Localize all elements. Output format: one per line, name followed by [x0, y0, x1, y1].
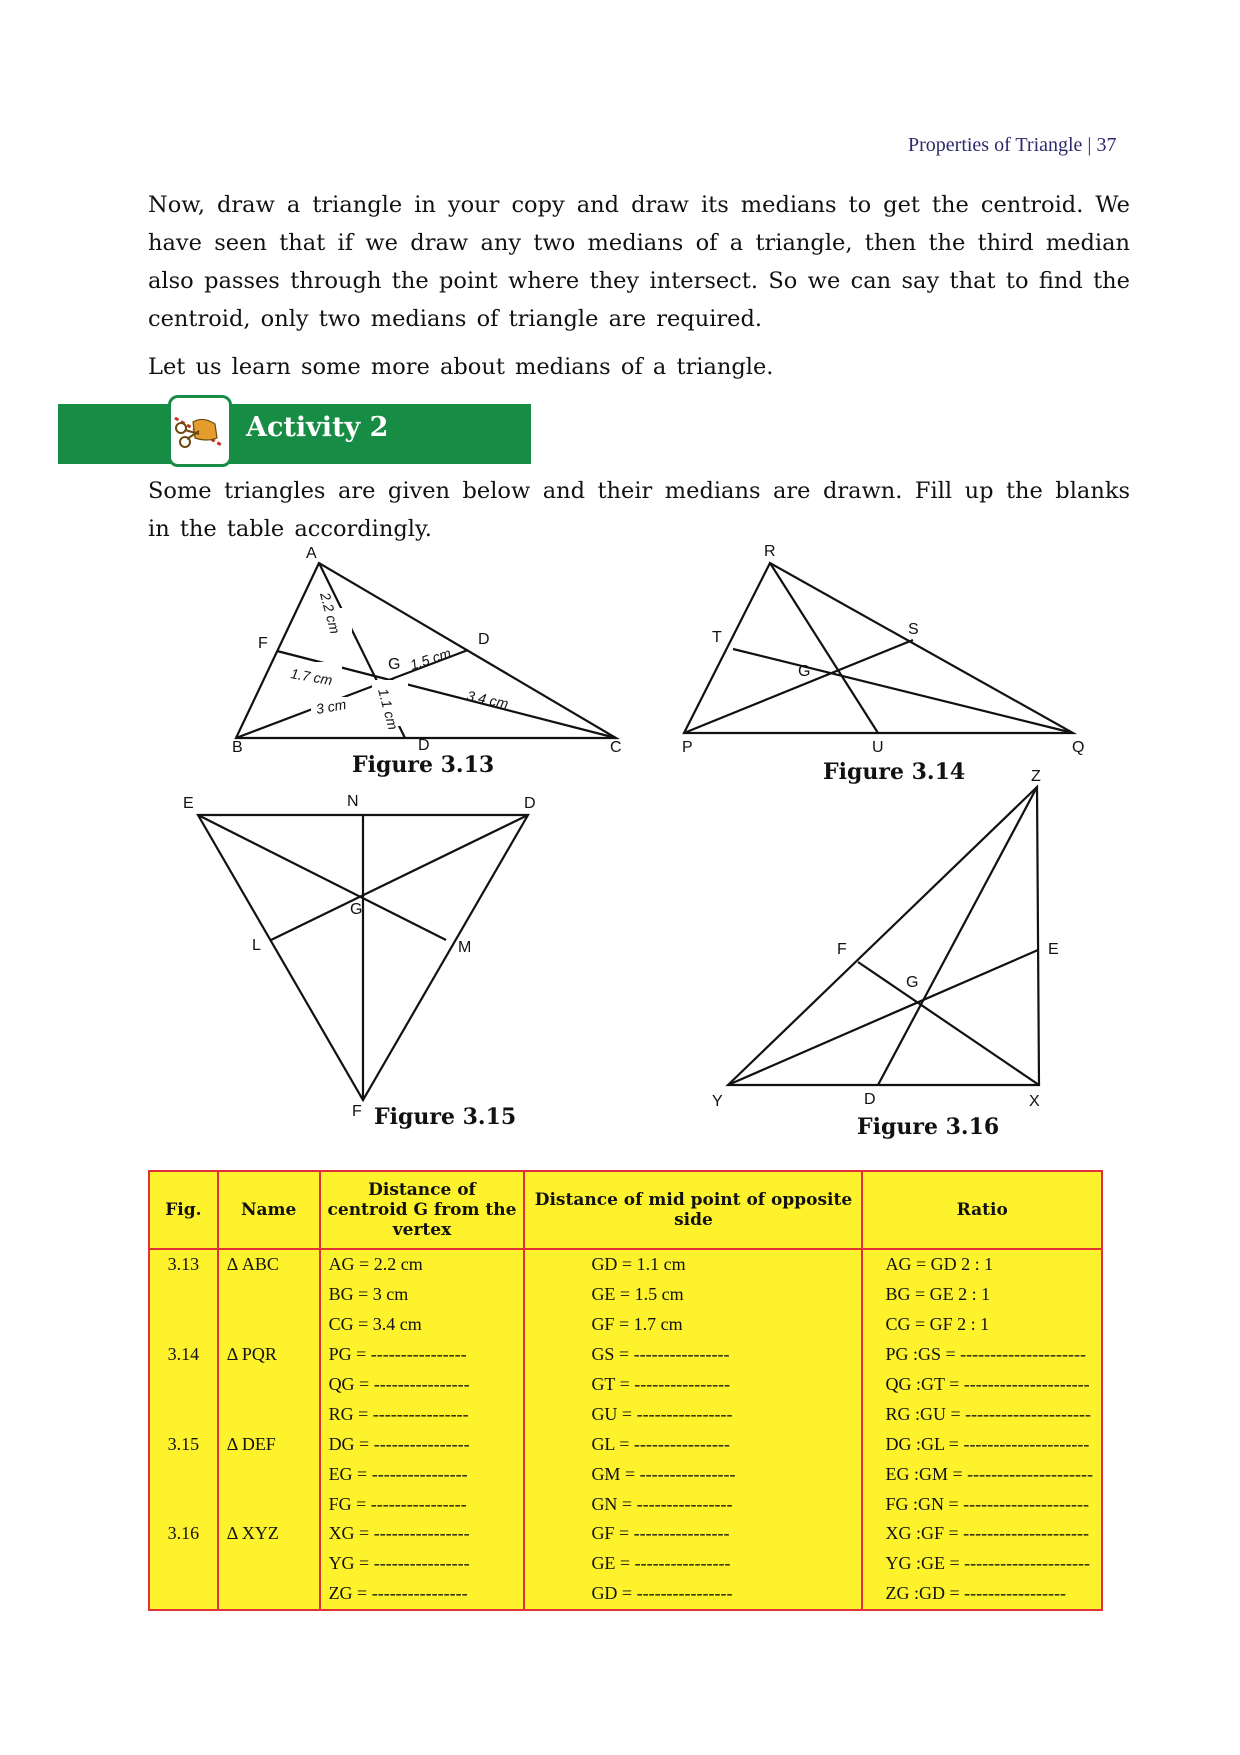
cell-fig: 3.16 — [149, 1519, 218, 1549]
cell-ratio: RG :GU = --------------------- — [862, 1399, 1102, 1429]
triangle-pqr — [684, 563, 1073, 733]
cell-fig — [149, 1280, 218, 1310]
cell-midpoint-distance: GU = ---------------- — [524, 1399, 862, 1429]
vertex-f-label: F — [352, 1103, 362, 1120]
cell-fig: 3.15 — [149, 1429, 218, 1459]
table-row — [149, 1549, 1102, 1579]
cell-fig — [149, 1459, 218, 1489]
cell-name — [218, 1489, 320, 1519]
cell-ratio: FG :GN = --------------------- — [862, 1489, 1102, 1519]
centroid-g-label: G — [350, 901, 363, 918]
median-qt — [733, 649, 1073, 733]
table-row — [149, 1579, 1102, 1610]
cell-midpoint-distance: GT = ---------------- — [524, 1370, 862, 1400]
medians-paragraph: Let us learn some more about medians of a triangle. — [148, 354, 774, 380]
vertex-a-label: A — [306, 545, 317, 562]
cell-ratio: QG :GT = --------------------- — [862, 1370, 1102, 1400]
cell-vertex-distance: RG = ---------------- — [320, 1399, 525, 1429]
cell-fig — [149, 1370, 218, 1400]
midpoint-l-label: L — [252, 937, 261, 954]
table-row — [149, 1459, 1102, 1489]
medians-table — [148, 1170, 1103, 1611]
cell-name — [218, 1459, 320, 1489]
table-row — [149, 1370, 1102, 1400]
cell-ratio: CG = GF 2 : 1 — [862, 1310, 1102, 1340]
cell-vertex-distance: EG = ---------------- — [320, 1459, 525, 1489]
cell-name — [218, 1549, 320, 1579]
midpoint-f-label: F — [837, 941, 847, 958]
table-row — [149, 1280, 1102, 1310]
cell-fig — [149, 1399, 218, 1429]
cell-vertex-distance: FG = ---------------- — [320, 1489, 525, 1519]
vertex-y-label: Y — [712, 1093, 723, 1110]
table-row — [149, 1249, 1102, 1280]
cell-midpoint-distance: GN = ---------------- — [524, 1489, 862, 1519]
vertex-p-label: P — [682, 739, 693, 756]
median-dl — [271, 815, 528, 940]
median-ru — [770, 563, 878, 733]
measure-ag: 2.2 cm — [317, 590, 344, 636]
midpoint-d-label: D — [418, 737, 430, 754]
midpoint-u-label: U — [872, 739, 884, 756]
vertex-b-label: B — [232, 739, 243, 756]
midpoint-n-label: N — [347, 793, 359, 810]
measure-bg: 3 cm — [314, 695, 348, 717]
cell-vertex-distance: QG = ---------------- — [320, 1370, 525, 1400]
figure-3-13 — [236, 563, 616, 738]
cell-fig — [149, 1489, 218, 1519]
figure-3-15 — [198, 815, 528, 1100]
measure-fg: 1.7 cm — [289, 665, 334, 689]
vertex-z-label: Z — [1031, 768, 1041, 785]
median-ps — [684, 640, 913, 733]
cell-name: Δ PQR — [218, 1340, 320, 1370]
cell-vertex-distance: BG = 3 cm — [320, 1280, 525, 1310]
table-row — [149, 1519, 1102, 1549]
cell-ratio: BG = GE 2 : 1 — [862, 1280, 1102, 1310]
cell-midpoint-distance: GE = ---------------- — [524, 1549, 862, 1579]
cell-name — [218, 1280, 320, 1310]
header-fig: Fig. — [149, 1171, 218, 1249]
cell-midpoint-distance: GS = ---------------- — [524, 1340, 862, 1370]
measure-cg: 3.4 cm — [465, 687, 510, 712]
figure-3-15-caption: Figure 3.15 — [374, 1104, 517, 1130]
table-row — [149, 1310, 1102, 1340]
cell-midpoint-distance: GM = ---------------- — [524, 1459, 862, 1489]
triangle-abc — [236, 563, 616, 738]
midpoint-d-label: D — [864, 1091, 876, 1108]
cell-fig — [149, 1579, 218, 1610]
centroid-g-label: G — [906, 974, 919, 991]
cell-ratio: EG :GM = --------------------- — [862, 1459, 1102, 1489]
cell-ratio: XG :GF = --------------------- — [862, 1519, 1102, 1549]
cell-vertex-distance: CG = 3.4 cm — [320, 1310, 525, 1340]
centroid-g-label: G — [798, 663, 811, 680]
cell-midpoint-distance: GD = 1.1 cm — [524, 1249, 862, 1280]
figure-3-14-caption: Figure 3.14 — [823, 759, 966, 785]
cell-vertex-distance: XG = ---------------- — [320, 1519, 525, 1549]
cell-vertex-distance: YG = ---------------- — [320, 1549, 525, 1579]
running-header: Properties of Triangle | 37 — [908, 134, 1117, 156]
table-row — [149, 1399, 1102, 1429]
midpoint-m-label: M — [458, 939, 472, 956]
cell-midpoint-distance: GL = ---------------- — [524, 1429, 862, 1459]
cell-ratio: PG :GS = --------------------- — [862, 1340, 1102, 1370]
table-row — [149, 1340, 1102, 1370]
figure-3-13-caption: Figure 3.13 — [352, 752, 495, 778]
header-midpoint-distance: Distance of mid point of opposite side — [524, 1171, 862, 1249]
cell-midpoint-distance: GE = 1.5 cm — [524, 1280, 862, 1310]
vertex-f-label: F — [258, 635, 268, 652]
figure-3-16 — [728, 787, 1039, 1085]
cell-name — [218, 1399, 320, 1429]
figure-3-16-caption: Figure 3.16 — [857, 1114, 1000, 1140]
cell-name: Δ DEF — [218, 1429, 320, 1459]
activity-title: Activity 2 — [246, 412, 389, 443]
midpoint-t-label: T — [712, 629, 722, 646]
cell-ratio: ZG :GD = ----------------- — [862, 1579, 1102, 1610]
vertex-r-label: R — [764, 543, 776, 560]
header-vertex-distance: Distance of centroid G from the vertex — [320, 1171, 525, 1249]
vertex-d-label: D — [478, 631, 490, 648]
table-row — [149, 1429, 1102, 1459]
centroid-g-label: G — [388, 656, 401, 673]
cell-name — [218, 1370, 320, 1400]
measure-ge: 1.1 cm — [375, 686, 402, 732]
cell-midpoint-distance: GD = ---------------- — [524, 1579, 862, 1610]
cell-ratio: AG = GD 2 : 1 — [862, 1249, 1102, 1280]
cell-ratio: DG :GL = --------------------- — [862, 1429, 1102, 1459]
cell-name — [218, 1310, 320, 1340]
cell-fig: 3.13 — [149, 1249, 218, 1280]
activity-instructions: Some triangles are given below and their medians are drawn. Fill up the blanks in the table accordingly. — [148, 478, 1130, 542]
median-xf — [858, 962, 1039, 1085]
cell-name — [218, 1579, 320, 1610]
cell-vertex-distance: AG = 2.2 cm — [320, 1249, 525, 1280]
cell-ratio: YG :GE = --------------------- — [862, 1549, 1102, 1579]
header-name: Name — [218, 1171, 320, 1249]
cell-vertex-distance: PG = ---------------- — [320, 1340, 525, 1370]
vertex-e-label: E — [183, 795, 194, 812]
cell-midpoint-distance: GF = 1.7 cm — [524, 1310, 862, 1340]
triangle-xyz — [728, 787, 1039, 1085]
vertex-q-label: Q — [1072, 739, 1085, 756]
midpoint-e-label: E — [1048, 941, 1059, 958]
midpoint-s-label: S — [908, 621, 919, 638]
cell-vertex-distance: ZG = ---------------- — [320, 1579, 525, 1610]
median-ye — [728, 950, 1038, 1085]
table-row — [149, 1489, 1102, 1519]
cell-name: Δ ABC — [218, 1249, 320, 1280]
cell-fig — [149, 1549, 218, 1579]
vertex-c-label: C — [610, 739, 622, 756]
cell-fig: 3.14 — [149, 1340, 218, 1370]
cell-vertex-distance: DG = ---------------- — [320, 1429, 525, 1459]
median-zd — [878, 787, 1037, 1085]
cell-fig — [149, 1310, 218, 1340]
header-ratio: Ratio — [862, 1171, 1102, 1249]
vertex-x-label: X — [1029, 1093, 1040, 1110]
figure-3-14 — [684, 563, 1073, 733]
table-header-row — [149, 1171, 1102, 1249]
measure-gd: 1.5 cm — [407, 644, 453, 673]
cell-midpoint-distance: GF = ---------------- — [524, 1519, 862, 1549]
vertex-d-label: D — [524, 795, 536, 812]
intro-paragraph: Now, draw a triangle in your copy and draw its medians to get the centroid. We have seen that if we draw any two medians of a triangle, then the third median also passes through the point where they intersect. So we can say that to find the centroid, only two medians of triangle are required. — [148, 192, 1130, 332]
cell-name: Δ XYZ — [218, 1519, 320, 1549]
